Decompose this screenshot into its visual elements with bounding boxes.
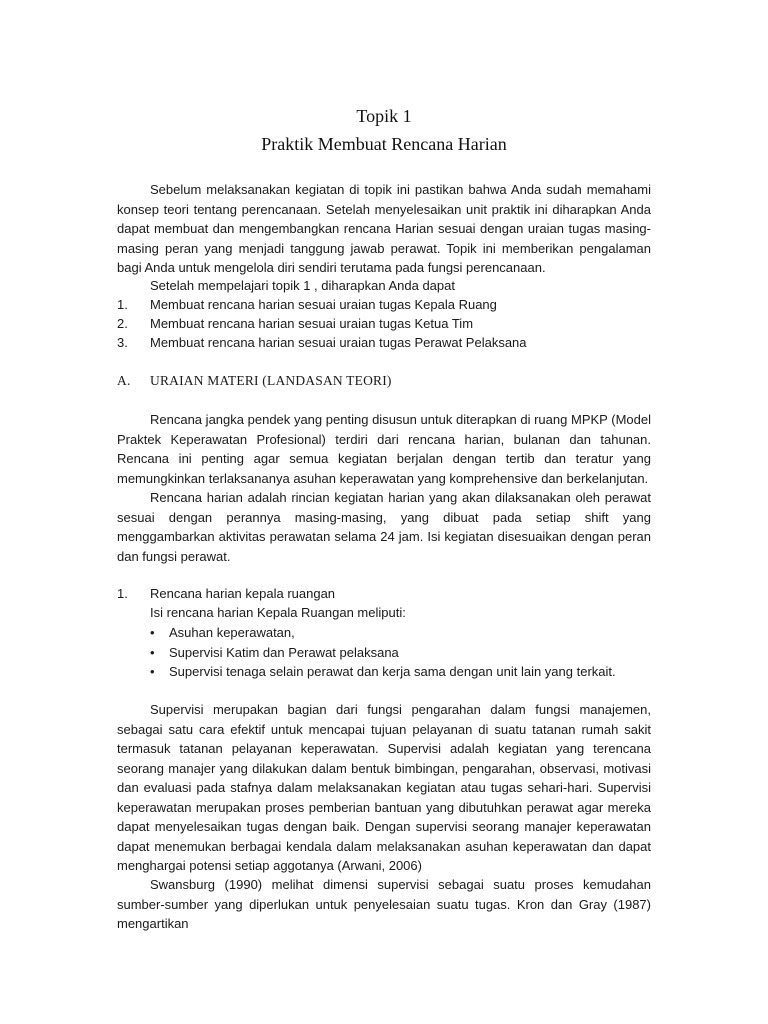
objective-item: Membuat rencana harian sesuai uraian tugas Perawat Pelaksana: [150, 335, 527, 350]
objective-number: 2.: [117, 316, 128, 331]
section-title: URAIAN MATERI (LANDASAN TEORI): [150, 373, 392, 388]
subsection-lead: Isi rencana harian Kepala Ruangan meliputi:: [150, 605, 406, 620]
objective-number: 1.: [117, 297, 128, 312]
paragraph-supervisi: Supervisi merupakan bagian dari fungsi pengarahan dalam fungsi manajemen, sebagai satu cara efektif untuk mencapai tujuan pelayanan di suatu tatanan rumah sakit termasuk tatanan pelayanan keperawatan. Supervisi adalah kegiatan yang terencana seorang manajer yang dilakukan dalam bentuk bimbingan, pengarahan, observasi, motivasi dan evaluasi pada stafnya dalam melaksanakan kegiatan atau tugas sehari-hari. Supervisi keperawatan merupakan proses pemberian bantuan yang dibutuhkan perawat agar mereka dapat menyelesaikan tugas dengan baik. Dengan supervisi seorang manajer keperawatan dapat menemukan berbagai kendala dalam melaksanakan asuhan keperawatan dan dapat menghargai potensi setiap aggotanya (Arwani, 2006): [117, 702, 651, 873]
bullet-icon: •: [150, 645, 155, 660]
subsection-number: 1.: [117, 586, 128, 601]
subsection-title: Rencana harian kepala ruangan: [150, 586, 336, 601]
objectives-lead: Setelah mempelajari topik 1 , diharapkan Anda dapat: [150, 278, 455, 293]
objective-number: 3.: [117, 335, 128, 350]
bullet-item: Asuhan keperawatan,: [169, 625, 295, 640]
bullet-icon: •: [150, 664, 155, 679]
intro-paragraph: Sebelum melaksanakan kegiatan di topik ini pastikan bahwa Anda sudah memahami konsep teori tentang perencanaan. Setelah menyelesaikan unit praktik ini diharapkan Anda dapat membuat dan mengembangkan rencana Harian sesuai dengan uraian tugas masing-masing peran yang menjadi tanggung jawab perawat. Topik ini memberikan pengalaman bagi Anda untuk mengelola diri sendiri terutama pada fungsi perencanaan.: [117, 182, 651, 275]
paragraph-rencana-jangka-pendek: Rencana jangka pendek yang penting disusun untuk diterapkan di ruang MPKP (Model Praktek Keperawatan Profesional) terdiri dari rencana harian, bulanan dan tahunan. Rencana ini penting agar semua kegiatan berjalan dengan tertib dan teratur yang memungkinkan terlaksananya asuhan keperawatan yang komprehensive dan berkelanjutan.: [117, 412, 651, 486]
document-subtitle: Praktik Membuat Rencana Harian: [261, 134, 507, 154]
bullet-item: Supervisi Katim dan Perawat pelaksana: [169, 645, 399, 660]
objective-item: Membuat rencana harian sesuai uraian tugas Ketua Tim: [150, 316, 474, 331]
paragraph-swansburg: Swansburg (1990) melihat dimensi supervisi sebagai suatu proses kemudahan sumber-sumber yang diperlukan untuk penyelesaian suatu tugas. Kron dan Gray (1987) mengartikan: [117, 877, 651, 931]
document-title: Topik 1: [356, 106, 412, 126]
paragraph-rencana-harian: Rencana harian adalah rincian kegiatan harian yang akan dilaksanakan oleh perawat sesuai dengan perannya masing-masing, yang dibuat pada setiap shift yang menggambarkan aktivitas perawatan selama 24 jam. Isi kegiatan disesuaikan dengan peran dan fungsi perawat.: [117, 490, 651, 564]
section-letter: A.: [117, 373, 131, 388]
bullet-icon: •: [150, 625, 155, 640]
bullet-item: Supervisi tenaga selain perawat dan kerja sama dengan unit lain yang terkait.: [169, 664, 616, 679]
objective-item: Membuat rencana harian sesuai uraian tugas Kepala Ruang: [150, 297, 497, 312]
